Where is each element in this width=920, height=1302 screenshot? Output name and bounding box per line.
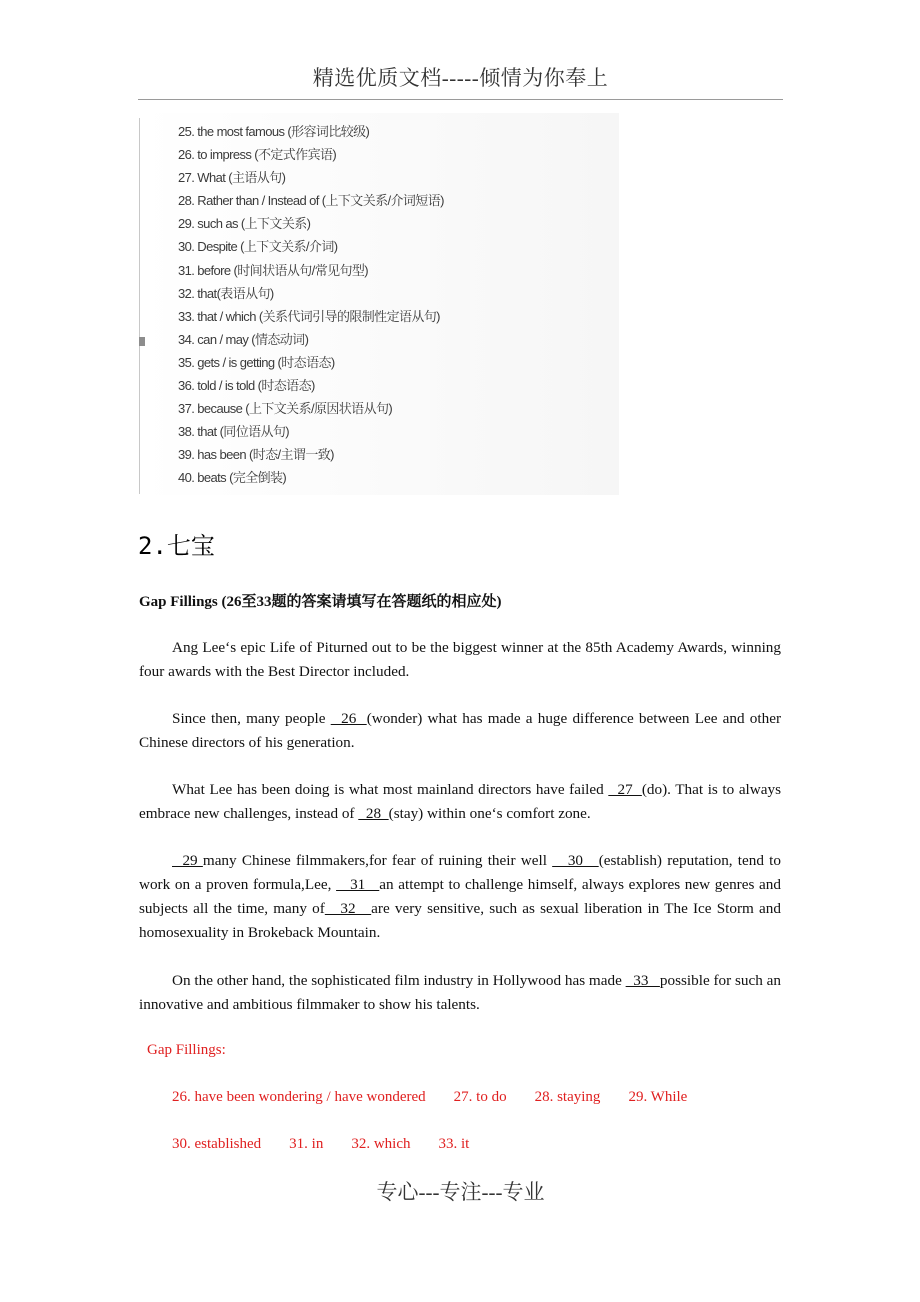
paragraph-1 (139, 636, 781, 684)
gap-31: 31 (336, 876, 380, 893)
scan-left-border (139, 118, 140, 494)
gap-30: 30 (552, 852, 599, 869)
list-item: 40. beats (完全倒装) (178, 470, 287, 486)
answer-key-row-2 (172, 1136, 497, 1153)
list-item: 28. Rather than / Instead of (上下文关系/介词短语) (178, 193, 444, 209)
exercise-title: Gap Fillings (26至33题的答案请填写在答题纸的相应处) (139, 594, 502, 610)
list-item: 39. has been (时态/主谓一致) (178, 447, 334, 463)
list-item: 33. that / which (关系代词引导的限制性定语从句) (178, 308, 440, 324)
answer-item: 32. which (351, 1136, 411, 1152)
list-item: 37. because (上下文关系/原因状语从句) (178, 401, 393, 417)
paragraph-text: are very sensitive, such as sexual liberation in The Ice Storm and homosexuality in Brokeback Mountain. (139, 900, 781, 941)
answer-item: 30. established (172, 1136, 262, 1152)
answer-item: 26. have been wondering / have wondered (172, 1089, 426, 1105)
paragraph-text: (wonder) what has made a huge difference between Lee and other Chinese directors of his generation. (139, 710, 781, 751)
list-item: 26. to impress (不定式作宾语) (178, 147, 337, 163)
paragraph-4 (139, 849, 781, 945)
section-heading: 2.七宝 (138, 532, 215, 560)
list-item: 31. before (时间状语从句/常见句型) (178, 262, 369, 278)
paragraph-text: an attempt to challenge himself, always explores new genres and subjects all the time, many of (139, 876, 781, 917)
paragraph-text: (establish) reputation, tend to work on a proven formula,Lee, (139, 852, 781, 893)
answer-key-label: Gap Fillings: (147, 1042, 226, 1058)
answer-item: 28. staying (534, 1089, 601, 1105)
list-item: 34. can / may (情态动词) (178, 331, 309, 347)
gap-27: 27 (608, 781, 642, 798)
gap-26: 26 (330, 710, 367, 727)
gap-33: 33 (625, 972, 660, 989)
list-item: 30. Despite (上下文关系/介词) (178, 239, 338, 255)
paragraph-text: possible for such an innovative and ambitious filmmaker to show his talents. (139, 972, 782, 1013)
list-item: 35. gets / is getting (时态语态) (178, 354, 335, 370)
gap-32: 32 (324, 900, 372, 917)
paragraph-text: (do). That is to always embrace new challenges, instead of (139, 781, 781, 822)
paragraph-text: What Lee has been doing is what most mainland directors have failed (172, 781, 609, 798)
paragraph-text: many Chinese filmmakers,for fear of ruining their well (202, 852, 553, 869)
answer-item: 33. it (438, 1136, 470, 1152)
answer-item: 29. While (628, 1089, 688, 1105)
list-item: 27. What (主语从句) (178, 170, 286, 186)
scanned-answer-list (178, 120, 444, 490)
paragraph-text: Ang Lee‘s epic Life of Piturned out to be the biggest winner at the 85th Academy Awards, winning four awards with the Best Director included. (139, 639, 781, 680)
paragraph-text: (stay) within one‘s comfort zone. (388, 805, 591, 822)
answer-item: 27. to do (453, 1089, 507, 1105)
page-header: 精选优质文档-----倾情为你奉上 (312, 66, 609, 90)
answer-key-row-1 (172, 1089, 715, 1106)
paragraph-5 (139, 969, 781, 1017)
scan-margin-mark (139, 337, 145, 346)
paragraph-3 (139, 778, 781, 826)
paragraph-2 (139, 707, 781, 755)
paragraph-text: Since then, many people (172, 710, 331, 727)
paragraph-text: On the other hand, the sophisticated film industry in Hollywood has made (172, 972, 626, 989)
list-item: 38. that (同位语从句) (178, 424, 290, 440)
list-item: 32. that(表语从句) (178, 285, 274, 301)
gap-28: 28 (358, 805, 389, 822)
header-divider (138, 99, 783, 100)
list-item: 25. the most famous (形容词比较级) (178, 124, 370, 139)
list-item: 36. told / is told (时态语态) (178, 378, 315, 394)
list-item: 29. such as (上下文关系) (178, 216, 311, 232)
page-footer: 专心---专注---专业 (376, 1180, 545, 1204)
answer-item: 31. in (289, 1136, 324, 1152)
gap-29: 29 (172, 852, 203, 869)
